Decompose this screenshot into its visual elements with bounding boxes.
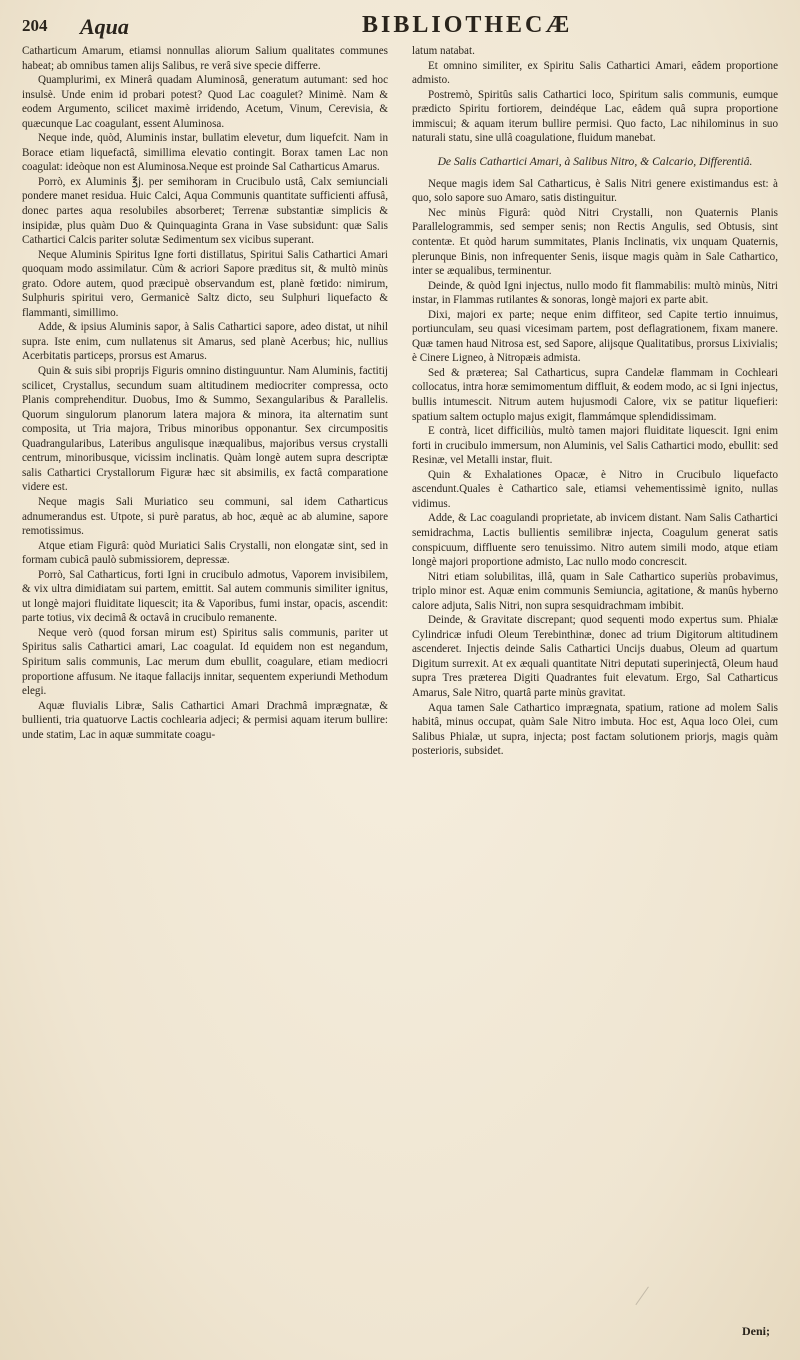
paragraph: Postremò, Spiritûs salis Cathartici loco, Spiritum salis communis, eumque prædicto Spiritu fortiorem, deindéque Lac, eâdem quâ supra proportione immiscui; & aquam iterum bullire permisi. Quo facto, Lac nihilominus in suo naturali statu, sine ullâ coagulatione, fluidum manebat. <box>412 88 778 145</box>
paragraph: Neque inde, quòd, Aluminis instar, bullatim elevetur, dum liquefcit. Nam in Borace etiam liquefactâ, simillima elevatio contingit. Borax tamen Lac non coagulat: ideòque non est Aluminosa.Neque est proinde Sal Catharticus Amarus. <box>22 132 388 174</box>
paragraph: Neque magis Sali Muriatico seu communi, sal idem Catharticus adnumerandus est. Utpote, si purè paratus, ab hoc, æquè ac ab alumine, sapore remotissimus. <box>22 495 388 538</box>
paragraph: Neque verò (quod forsan mirum est) Spiritus salis communis, pariter ut Spiritus salis Cathartici amari, Lac coagulat. Id equidem non est negandum, Spiritum salis communis, Lac merum dum ebullit, coagulare, etiam mediocri proportione affusum. Ne itaque fallacijs innitar, sequentem experiundi Methodum elegi. <box>22 626 388 698</box>
paragraph: Quin & suis sibi proprijs Figuris omnino distinguuntur. Nam Aluminis, factitij scilicet, Crystallus, secundum suam altitudinem mediocriter compressa, octo Planis comprehenditur. Duobus, Imo & Summo, Sexangularibus & Parallelis. Quorum singulorum planorum latera majora & minora, ita alternatim sunt composita, ut Tria majora, Tribus minoribus opponantur. Sex circumpositis Quadrangularibus, Lateribus angulisque inæqualibus, majoribus versus crystalli centrum, minoribusque, vicissim inclinatis. Quàm longè autem supra descriptæ salis Cathartici Crystallorum Figuræ hæc sit absimilis, ex factâ comparatione videre est. <box>22 365 388 494</box>
paragraph: Sed & præterea; Sal Catharticus, supra Candelæ flammam in Cochleari collocatus, intra horæ semimomentum diffluit, & eodem modo, ac si Igni injectus, bullis intumescit. Nitrum autem hujusmodi Calore, vix se patitur liquefieri: spatium saltem octuplo majus exigit, flammámque splendidissimam. <box>412 366 778 423</box>
paragraph: Dixi, majori ex parte; neque enim diffiteor, sed Capite tertio innuimus, portiunculam, seu quasi vicesimam partem, post deflagrationem, fixam manere. Quæ tamen haud Nitrosa est, sed Sapore, alijsque Qualitatibus, prorsus Lixivialis; è Cinere Ligneo, à Nitropæis admista. <box>412 308 778 365</box>
paragraph: Nec minùs Figurâ: quòd Nitri Crystalli, non Quaternis Planis Parallelogrammis, sed semper senis; non Rectis Angulis, sed Obtusis, sint contentæ. Et quòd harum summitates, Planis Inclinatis, vix unquam Quaternis, plerunque Binis, non infrequenter Senis, iisque magis quàm in Sale Cathartico, inter se æqualibus, terminentur. <box>412 206 778 278</box>
paragraph: Catharticum Amarum, etiamsi nonnullas aliorum Salium qualitates communes habeat; ab omnibus tamen alijs Salibus, re verâ sive specie differre. <box>22 45 388 72</box>
running-title-left: Aqua <box>80 14 129 39</box>
page-number: 204 <box>22 16 48 35</box>
paragraph: Nitri etiam solubilitas, illâ, quam in Sale Cathartico superiùs probavimus, triplo minor est. Aquæ enim communis Semiuncia, agitatione, & manûs hyberno calore adjuta, Salis Nitri, non supra sesquidrachmam imbibit. <box>412 570 778 612</box>
section-heading: De Salis Cathartici Amari, à Salibus Nitro, & Calcario, Differentiâ. <box>437 154 753 168</box>
paragraph: E contrà, licet difficiliùs, multò tamen majori fluiditate liquescit. Igni enim forti in crucibulo immersum, non Aluminis, vel Salis Cathartici modo, ebullit: sed Resinæ, vel Metalli instar, fluit. <box>412 425 778 467</box>
paragraph: Aquæ fluvialis Libræ, Salis Cathartici Amari Drachmâ imprægnatæ, & bullienti, tria quatuorve Lactis cochlearia adjeci; & permisi aquam iterum bullire: unde statim, Lac in aquæ summitate coagu- <box>22 699 388 741</box>
paragraph: Deinde, & quòd Igni injectus, nullo modo fit flammabilis: multò minùs, Nitri instar, in Flammas rutilantes & sonoras, longè majori ex parte abit. <box>412 279 778 307</box>
paragraph: Atque etiam Figurâ: quòd Muriatici Salis Crystalli, non elongatæ sint, sed in formam cubicâ paulò submissiorem, depressæ. <box>22 539 388 567</box>
paragraph: Adde, & ipsius Aluminis sapor, à Salis Cathartici sapore, adeo distat, ut nihil supra. Iste enim, cum nullatenus sit Amarus, sed planè Acerbus; hic, nullius Acerbitatis particeps, prorsus est Amarus. <box>22 321 388 363</box>
paragraph: Quin & Exhalationes Opacæ, è Nitro in Crucibulo liquefacto ascendunt.Quales è Cathartico sale, etiamsi vehementissimè ignito, nullas vidimus. <box>412 468 778 510</box>
paragraph: Neque magis idem Sal Catharticus, è Salis Nitri genere existimandus est: à quo, solo sapore suo Amaro, satis distinguitur. <box>412 177 778 205</box>
catchword: Deni; <box>742 1324 770 1338</box>
paragraph: Aqua tamen Sale Cathartico imprægnata, spatium, ratione ad molem Salis habitâ, minus occupat, quàm Sale Nitro imbuta. Hoc est, Aqua loco Olei, cum Salibus Phialæ, ut supra, injecta; post factam solutionem priorjs, magis quàm posterioris, subsidet. <box>412 701 778 758</box>
paragraph: Deinde, & Gravitate discrepant; quod sequenti modo expertus sum. Phialæ Cylindricæ infudi Oleum Terebinthinæ, donec ad trium Digitorum altitudinem ascenderet. Injectis deinde Salis Cathartici Uncijs duabus, Oleum ad quartum Digitum surrexit. At ex æquali quantitate Nitri deputati superinjectâ, Oleum haud supra Tres præterea Digiti Quadrantes fuit elevatum. Ergo, Sal Catharticus Amarus, Sale Nitro, quartâ parte minùs gravitat. <box>412 614 778 699</box>
paragraph: Porrò, ex Aluminis ℥j. per semihoram in Crucibulo ustâ, Calx semiunciali pondere manet residua. Huic Calci, Aqua Communis quantitate sufficienti affusâ, donec partes aqua resolubiles absorberet; Terrenæ substantiæ simplicis & insipidæ, plus quàm Duo & Quinquaginta Grana in Vase subsidunt: quæ Salis Cathartici Calcis pariter solutæ Sedimentum sex vicibus superant. <box>22 175 388 247</box>
paragraph: Et omnino similiter, ex Spiritu Salis Cathartici Amari, eâdem proportione admisto. <box>412 59 778 87</box>
paragraph: Porrò, Sal Catharticus, forti Igni in crucibulo admotus, Vaporem invisibilem, & vix ultra dimidiatam sui partem, emittit. Sal autem communis similiter ignitus, ut longè majori fluiditate liquescit; ita & Vaporibus, fumi instar, opacis, ascendit: parte totius, vix decimâ & octavâ in crucibulo remanente. <box>22 568 388 625</box>
left-column <box>22 44 388 1334</box>
paragraph: latum natabat. <box>412 45 475 57</box>
paragraph: Quamplurimi, ex Minerâ quadam Aluminosâ, generatum autumant: sed hoc insulsè. Unde enim id probari potest? Quod Lac coagulet? Minimè. Nam & eodem Argumento, scilicet maximè irridendo, Acetum, Vinum, Cerevisia, & quæcunque Lac coagulant, essent Aluminosa. <box>22 74 388 130</box>
right-column <box>412 44 778 1334</box>
paragraph: Adde, & Lac coagulandi proprietate, ab invicem distant. Nam Salis Cathartici semidrachma, Lactis bullientis semilibræ injecta, Coagulum generat satis conspicuum, diffluente sero tenuissimo. Nitro autem simili modo, atque etiam longè majori proportione admisto, Lac nullo modo concrescit. <box>412 512 778 569</box>
text-columns <box>22 44 778 1344</box>
running-title: BIBLIOTHECÆ <box>362 12 573 38</box>
paragraph: Neque Aluminis Spiritus Igne forti distillatus, Spiritui Salis Cathartici Amari quoquam modo assimilatur. Cùm & acriori Sapore præditus sit, & multò minùs grato. Odore autem, quod præcipuè observandum est, planè fœtido: nimirum, Sulphuris spiritui vero, Germanicè Saltz dicto, seu Sulphuri liquefacto & flammanti, simillimo. <box>22 248 388 319</box>
